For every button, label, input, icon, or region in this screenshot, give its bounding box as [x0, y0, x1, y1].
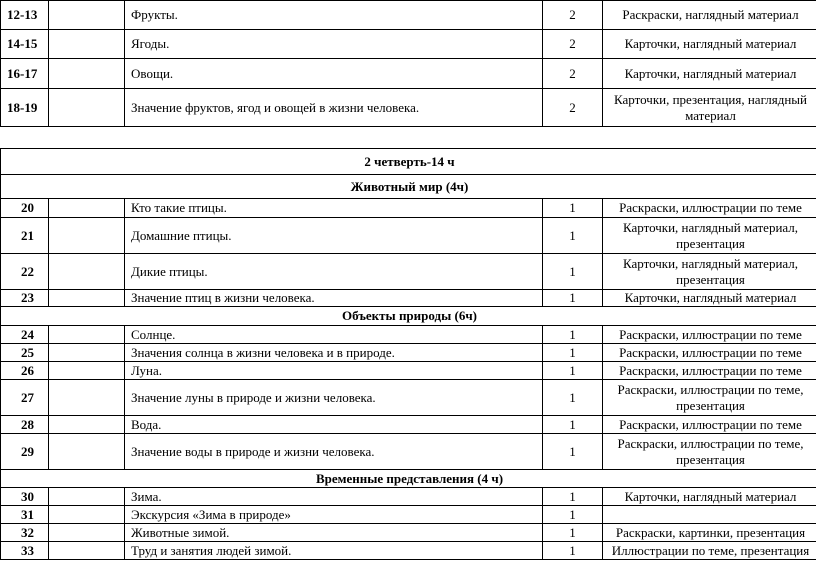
date-cell: [49, 506, 125, 524]
date-cell: [49, 89, 125, 127]
lesson-hours: 2: [543, 30, 603, 59]
lesson-topic: Кто такие птицы.: [125, 199, 543, 218]
table-row: [1, 380, 816, 416]
date-cell: [49, 290, 125, 307]
table-row: [1, 506, 816, 524]
lesson-materials: Раскраски, картинки, презентация: [603, 524, 816, 542]
lesson-table-2: [0, 148, 816, 560]
lesson-topic: Значение луны в природе и жизни человека.: [125, 380, 543, 416]
lesson-number: 29: [1, 434, 49, 470]
lesson-materials: Раскраски, иллюстрации по теме, презентация: [603, 380, 816, 416]
lesson-number: 30: [1, 488, 49, 506]
lesson-number: 16-17: [1, 59, 49, 89]
lesson-number: 14-15: [1, 30, 49, 59]
lesson-topic: Значения солнца в жизни человека и в природе.: [125, 344, 543, 362]
lesson-number: 18-19: [1, 89, 49, 127]
lesson-hours: 1: [543, 488, 603, 506]
lesson-number: 31: [1, 506, 49, 524]
table-row: [1, 362, 816, 380]
quarter-header: 2 четверть-14 ч: [1, 149, 816, 175]
lesson-topic: Вода.: [125, 416, 543, 434]
lesson-materials: Карточки, наглядный материал: [603, 290, 816, 307]
lesson-table-1: [0, 0, 816, 127]
lesson-hours: 1: [543, 218, 603, 254]
lesson-topic: Фрукты.: [125, 1, 543, 30]
section-title: Объекты природы (6ч): [1, 307, 816, 326]
date-cell: [49, 488, 125, 506]
lesson-number: 33: [1, 542, 49, 560]
lesson-number: 24: [1, 326, 49, 344]
lesson-materials: Раскраски, иллюстрации по теме: [603, 199, 816, 218]
lesson-materials: Карточки, презентация, наглядный материал: [603, 89, 816, 127]
table-row: [1, 488, 816, 506]
lesson-topic: Солнце.: [125, 326, 543, 344]
section-header-row: [1, 470, 816, 488]
lesson-hours: 1: [543, 434, 603, 470]
lesson-number: 12-13: [1, 1, 49, 30]
table-row: [1, 199, 816, 218]
lesson-materials: Раскраски, наглядный материал: [603, 1, 816, 30]
table-row: [1, 542, 816, 560]
lesson-hours: 1: [543, 416, 603, 434]
lesson-topic: Экскурсия «Зима в природе»: [125, 506, 543, 524]
lesson-hours: 1: [543, 344, 603, 362]
lesson-hours: 1: [543, 524, 603, 542]
lesson-number: 23: [1, 290, 49, 307]
quarter-header-row: [1, 149, 816, 175]
lesson-hours: 2: [543, 59, 603, 89]
lesson-topic: Значение воды в природе и жизни человека.: [125, 434, 543, 470]
lesson-topic: Значение птиц в жизни человека.: [125, 290, 543, 307]
lesson-hours: 2: [543, 1, 603, 30]
lesson-hours: 1: [543, 254, 603, 290]
lesson-topic: Труд и занятия людей зимой.: [125, 542, 543, 560]
date-cell: [49, 542, 125, 560]
table-row: [1, 416, 816, 434]
date-cell: [49, 416, 125, 434]
table-row: [1, 254, 816, 290]
date-cell: [49, 524, 125, 542]
lesson-topic: Дикие птицы.: [125, 254, 543, 290]
lesson-materials: Карточки, наглядный материал, презентация: [603, 254, 816, 290]
table-row: [1, 59, 816, 89]
table-row: [1, 524, 816, 542]
table-row: [1, 290, 816, 307]
date-cell: [49, 59, 125, 89]
date-cell: [49, 199, 125, 218]
lesson-materials: Карточки, наглядный материал: [603, 488, 816, 506]
date-cell: [49, 326, 125, 344]
lesson-topic: Значение фруктов, ягод и овощей в жизни человека.: [125, 89, 543, 127]
lesson-number: 32: [1, 524, 49, 542]
lesson-hours: 1: [543, 506, 603, 524]
lesson-hours: 1: [543, 380, 603, 416]
section-header-row: [1, 307, 816, 326]
lesson-materials: [603, 506, 816, 524]
lesson-number: 28: [1, 416, 49, 434]
table-row: [1, 344, 816, 362]
lesson-topic: Овощи.: [125, 59, 543, 89]
lesson-materials: Раскраски, иллюстрации по теме: [603, 416, 816, 434]
table-row: [1, 1, 816, 30]
date-cell: [49, 434, 125, 470]
table-row: [1, 434, 816, 470]
date-cell: [49, 362, 125, 380]
lesson-topic: Зима.: [125, 488, 543, 506]
lesson-topic: Ягоды.: [125, 30, 543, 59]
table-row: [1, 218, 816, 254]
lesson-topic: Домашние птицы.: [125, 218, 543, 254]
date-cell: [49, 218, 125, 254]
lesson-materials: Раскраски, иллюстрации по теме: [603, 344, 816, 362]
date-cell: [49, 380, 125, 416]
lesson-topic: Животные зимой.: [125, 524, 543, 542]
section-title: Животный мир (4ч): [1, 175, 816, 199]
lesson-number: 26: [1, 362, 49, 380]
lesson-materials: Раскраски, иллюстрации по теме: [603, 362, 816, 380]
lesson-number: 21: [1, 218, 49, 254]
section-header-row: [1, 175, 816, 199]
lesson-hours: 2: [543, 89, 603, 127]
lesson-hours: 1: [543, 290, 603, 307]
date-cell: [49, 344, 125, 362]
lesson-number: 27: [1, 380, 49, 416]
lesson-hours: 1: [543, 362, 603, 380]
lesson-materials: Раскраски, иллюстрации по теме, презентация: [603, 434, 816, 470]
table-row: [1, 89, 816, 127]
lesson-hours: 1: [543, 542, 603, 560]
lesson-number: 22: [1, 254, 49, 290]
table-row: [1, 30, 816, 59]
date-cell: [49, 254, 125, 290]
lesson-topic: Луна.: [125, 362, 543, 380]
date-cell: [49, 30, 125, 59]
lesson-materials: Карточки, наглядный материал: [603, 59, 816, 89]
lesson-materials: Карточки, наглядный материал, презентация: [603, 218, 816, 254]
lesson-materials: Раскраски, иллюстрации по теме: [603, 326, 816, 344]
lesson-number: 25: [1, 344, 49, 362]
date-cell: [49, 1, 125, 30]
lesson-hours: 1: [543, 326, 603, 344]
table-row: [1, 326, 816, 344]
section-title: Временные представления (4 ч): [1, 470, 816, 488]
lesson-materials: Иллюстрации по теме, презентация: [603, 542, 816, 560]
lesson-hours: 1: [543, 199, 603, 218]
lesson-number: 20: [1, 199, 49, 218]
lesson-materials: Карточки, наглядный материал: [603, 30, 816, 59]
